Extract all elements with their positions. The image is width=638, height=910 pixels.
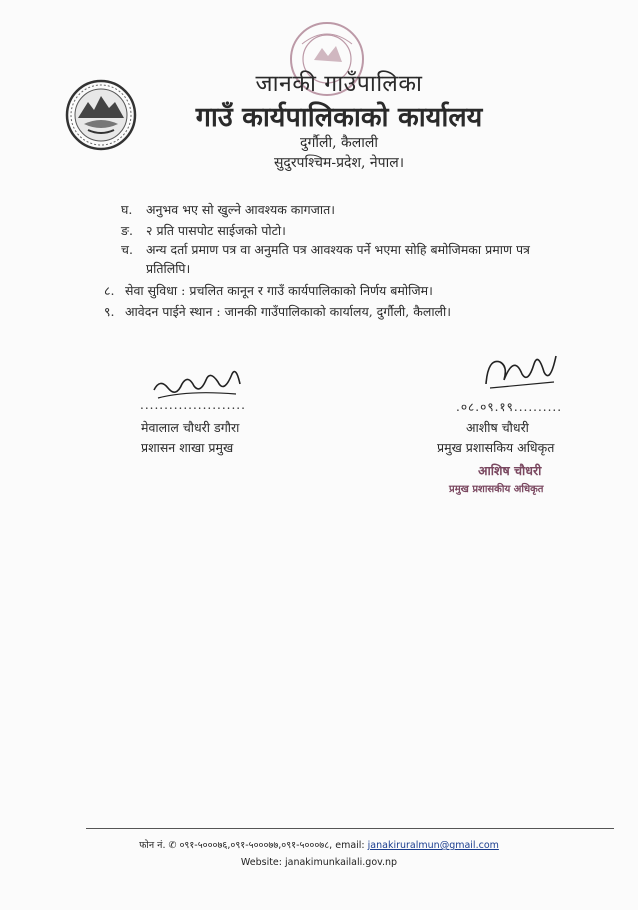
footer-divider [86,828,614,829]
office-location: दुर्गौली, कैलाली [300,135,378,151]
list-item [104,302,594,321]
list-item-text-continued: प्रतिलिपि। [146,261,191,276]
office-municipality-name: जानकी गाउँपालिका [255,71,423,97]
signatory-title-left: प्रशासन शाखा प्रमुख [141,440,234,455]
list-item-text: २ प्रति पासपोट साईजको पोटो। [146,223,286,238]
list-item [121,200,591,219]
signature-right-icon [478,344,562,400]
footer-contact [0,838,638,851]
list-item [121,240,591,278]
office-title: गाउँ कार्यपालिकाको कार्यालय [195,102,483,133]
rubber-stamp-name: आशिष चौधरी [478,463,542,478]
list-marker: ङ. [121,223,133,238]
list-marker: घ. [121,202,133,217]
footer-email-link[interactable]: janakiruralmun@gmail.com [367,840,499,851]
list-item-text: अनुभव भए सो खुल्ने आवश्यक कागजात। [146,202,336,217]
list-item-text: आवेदन पाईने स्थान : जानकी गाउँपालिकाको कार्यालय, दुर्गौली, कैलाली। [125,304,452,319]
footer-website[interactable]: Website: janakimunkailali.gov.np [240,857,398,868]
signatory-name-right: आशीष चौधरी [466,420,529,435]
list-item [104,281,594,300]
signature-line: ...................... [140,398,246,412]
rubber-stamp-title: प्रमुख प्रशासकीय अधिकृत [449,484,544,495]
list-item [121,221,591,240]
list-item-text: अन्य दर्ता प्रमाण पत्र वा अनुमति पत्र आवश्यक पर्ने भएमा सोहि बमोजिमका प्रमाण पत्र [146,242,530,257]
list-item-text: सेवा सुविधा : प्रचलित कानून र गाउँ कार्यपालिकाको निर्णय बमोजिम। [125,283,433,298]
signatory-name-left: मेवालाल चौधरी डगौरा [141,420,240,435]
list-marker: च. [121,242,133,257]
signature-line: .०८.०९.१९.......... [456,400,563,414]
signatory-title-right: प्रमुख प्रशासकिय अधिकृत [437,440,555,455]
list-marker: ९. [104,304,115,319]
office-province: सुदुरपश्चिम-प्रदेश, नेपाल। [273,155,405,171]
footer-phone: फोन नं. ✆ ०९१-५०००७६,०९१-५०००७७,०९१-५०००७८, email: [139,840,368,851]
list-marker: ८. [104,283,115,298]
